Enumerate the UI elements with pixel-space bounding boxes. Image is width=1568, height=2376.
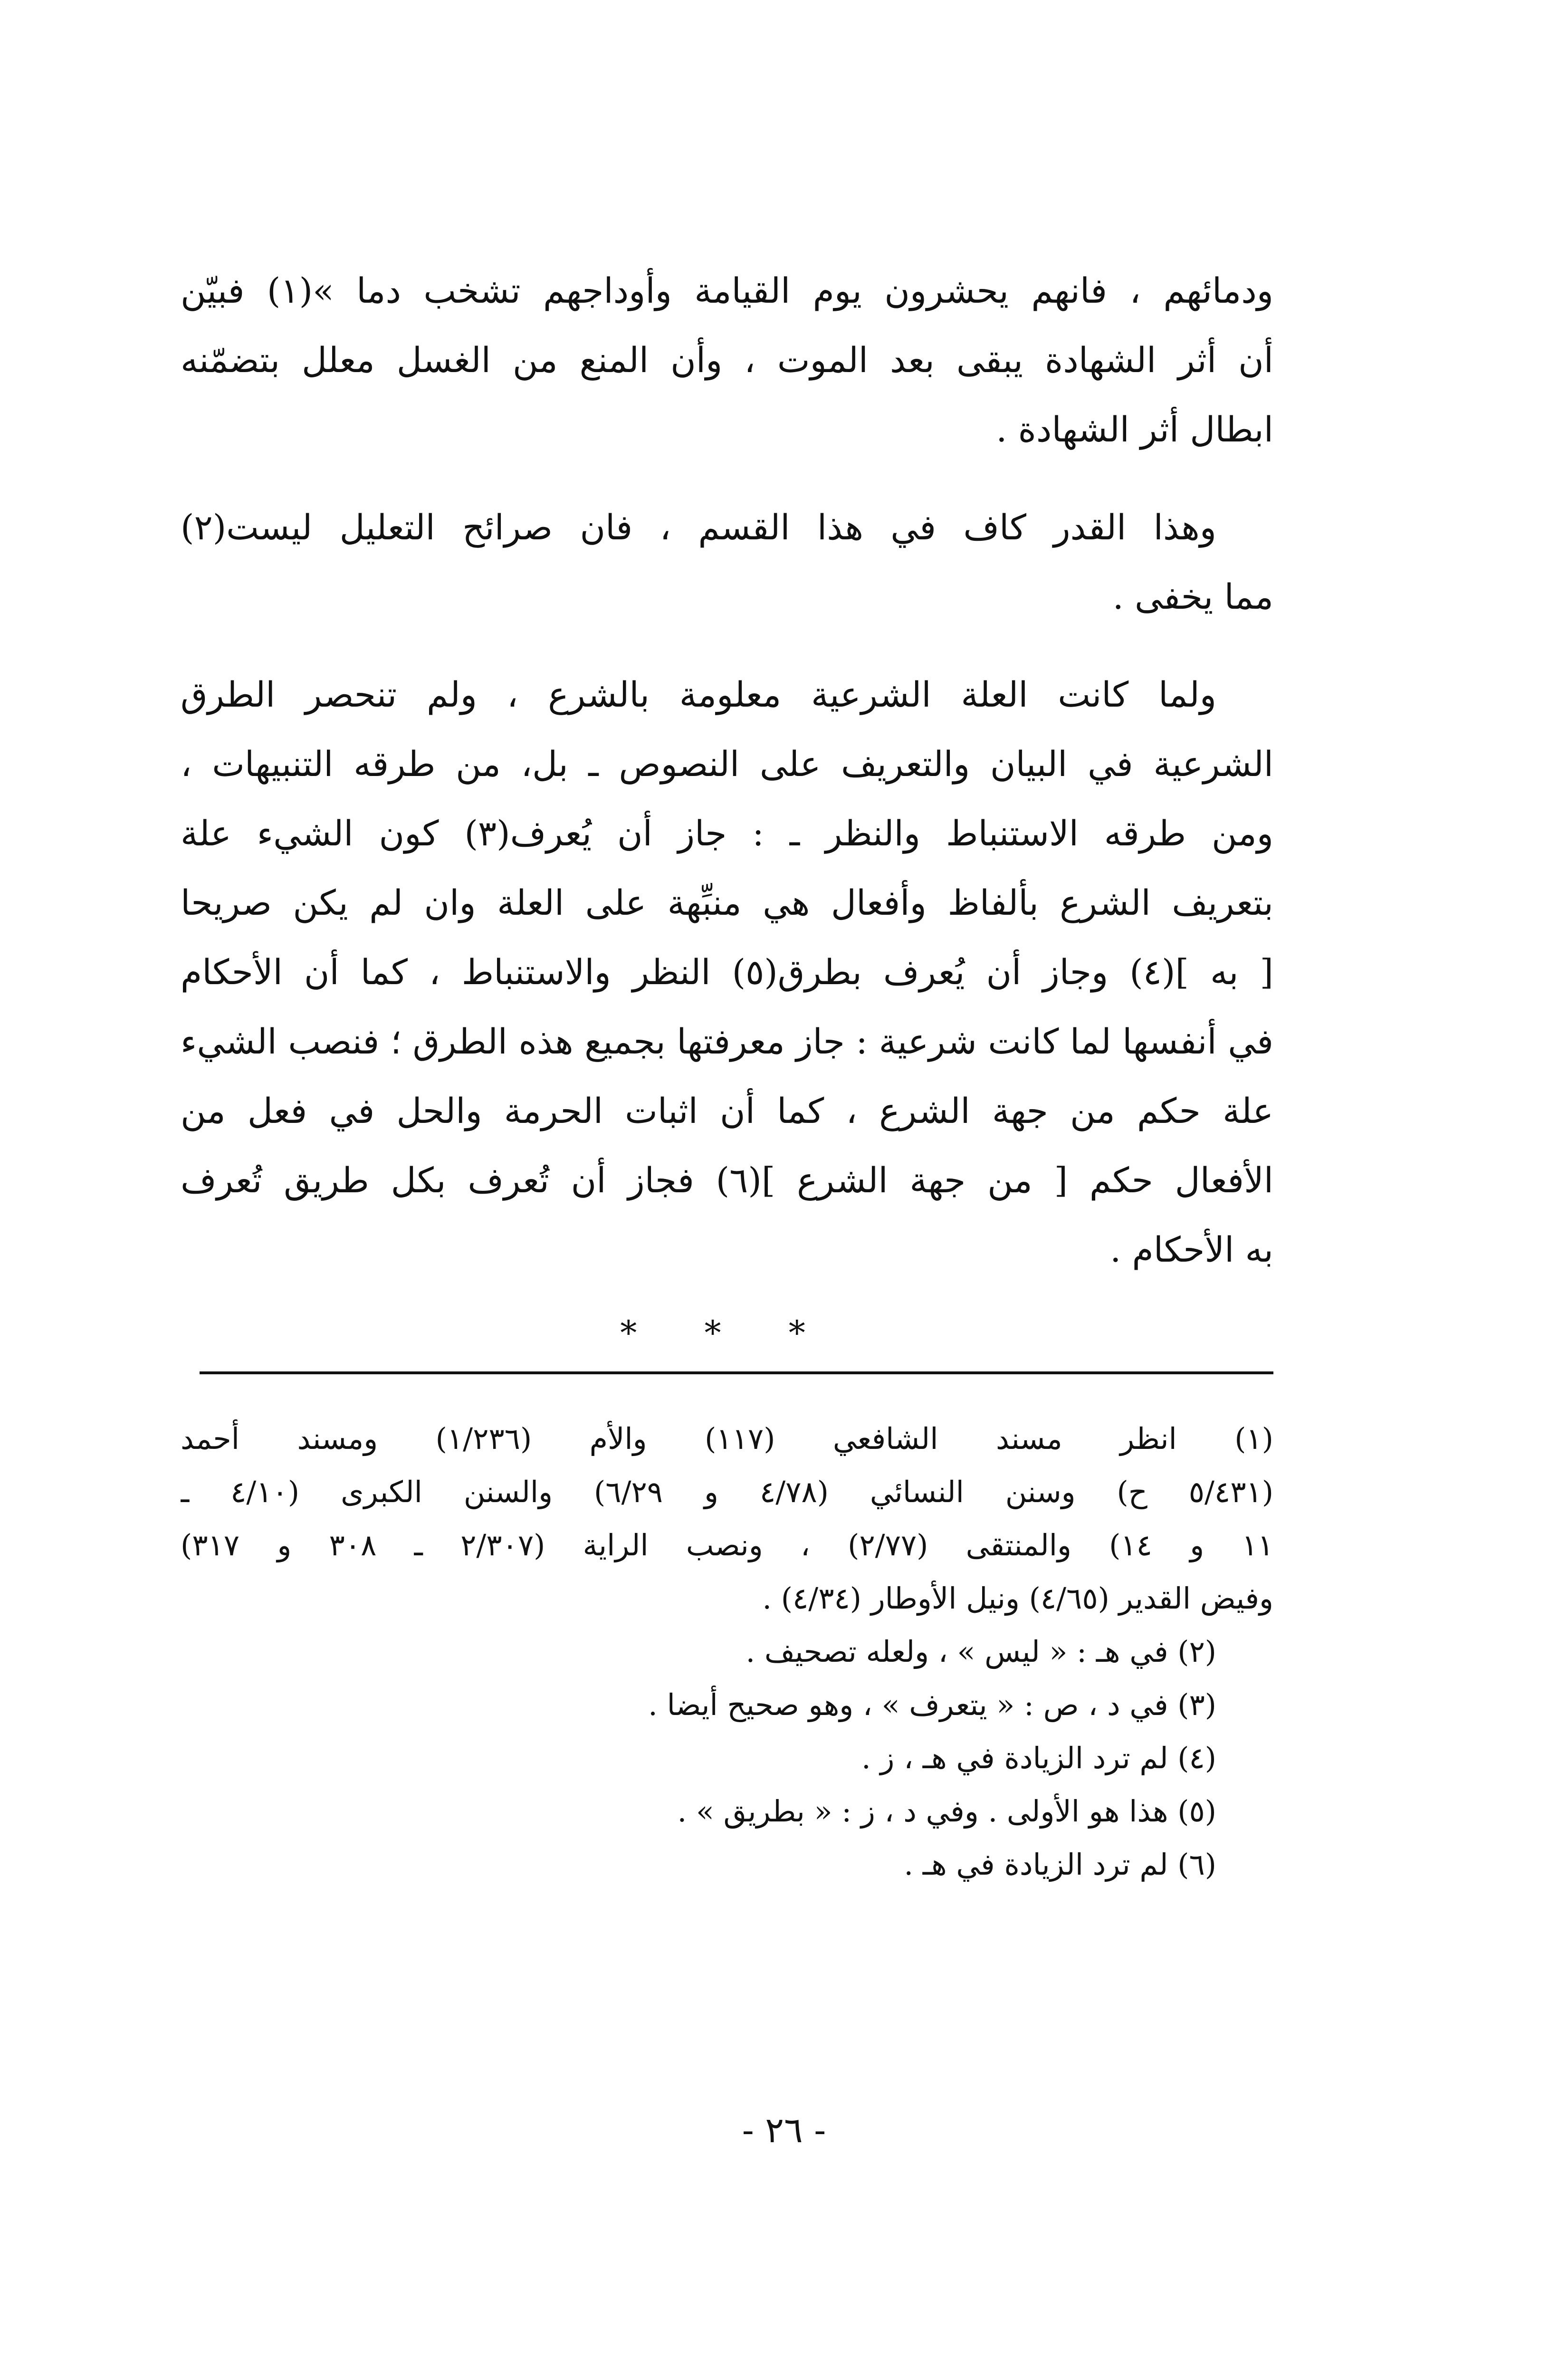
body-line: ولما كانت العلة الشرعية معلومة بالشرع ، ولم تنحصر الطرق xyxy=(181,675,1216,715)
paragraph-3 xyxy=(181,661,1273,1285)
body-line: ابطال أثر الشهادة . xyxy=(996,410,1273,450)
footnote-line: (٥) هذا هو الأولى . وفي د ، ز : « بطريق » . xyxy=(677,1794,1216,1829)
body-line: أن أثر الشهادة يبقى بعد الموت ، وأن المنع من الغسل معلل بتضمّنه xyxy=(181,340,1273,381)
footnotes xyxy=(181,1412,1273,1891)
body-line: بتعريف الشرع بألفاظ وأفعال هي منبِّهة على العلة وان لم يكن صريحا xyxy=(181,883,1273,923)
section-separator: * * * xyxy=(620,1313,834,1352)
footnote-line: ١١ و ١٤) والمنتقى (٢/٧٧) ، ونصب الراية (٢/٣٠٧ ـ ٣٠٨ و ٣١٧) xyxy=(181,1528,1273,1562)
body-line: الأفعال حكم [ من جهة الشرع ](٦) فجاز أن تُعرف بكل طريق تُعرف xyxy=(181,1160,1273,1201)
body-line: علة حكم من جهة الشرع ، كما أن اثبات الحرمة والحل في فعل من xyxy=(181,1091,1273,1131)
body-line: الشرعية في البيان والتعريف على النصوص ـ بل، من طرقه التنبيهات ، xyxy=(181,744,1273,785)
body-line: في أنفسها لما كانت شرعية : جاز معرفتها بجميع هذه الطرق ؛ فنصب الشيء xyxy=(181,1022,1273,1062)
paragraph-1 xyxy=(181,257,1273,465)
body-line: ودمائهم ، فانهم يحشرون يوم القيامة وأوداجهم تشخب دما »(١) فبيّن xyxy=(181,271,1273,311)
footnote-line: (٥/٤٣١ ح) وسنن النسائي (٤/٧٨ و ٦/٢٩) والسنن الكبرى (٤/١٠ ـ xyxy=(181,1475,1273,1509)
page-body xyxy=(181,257,1273,1891)
footnote-line: وفيض القدير (٤/٦٥) ونيل الأوطار (٤/٣٤) . xyxy=(762,1581,1273,1616)
body-line: [ به ](٤) وجاز أن يُعرف بطرق(٥) النظر والاستنباط ، كما أن الأحكام xyxy=(181,952,1273,993)
body-line: به الأحكام . xyxy=(1110,1230,1273,1270)
footnote-line: (١) انظر مسند الشافعي (١١٧) والأم (١/٢٣٦) ومسند أحمد xyxy=(181,1421,1273,1456)
footnote-line: (٣) في د ، ص : « يتعرف » ، وهو صحيح أيضا . xyxy=(648,1687,1216,1722)
paragraph-2 xyxy=(181,493,1273,632)
body-line: مما يخفى . xyxy=(1112,577,1273,617)
body-line: ومن طرقه الاستنباط والنظر ـ : جاز أن يُعرف(٣) كون الشيء علة xyxy=(181,814,1273,854)
footnote-line: (٤) لم ترد الزيادة في هـ ، ز . xyxy=(861,1741,1216,1775)
page-number: - ٢٦ - xyxy=(742,2110,826,2151)
footnote-line: (٦) لم ترد الزيادة في هـ . xyxy=(904,1847,1216,1882)
body-line: وهذا القدر كاف في هذا القسم ، فان صرائح التعليل ليست(٢) xyxy=(181,508,1216,548)
footnote-line: (٢) في هـ : « ليس » ، ولعله تصحيف . xyxy=(746,1634,1216,1669)
footnote-rule xyxy=(200,1371,1273,1374)
